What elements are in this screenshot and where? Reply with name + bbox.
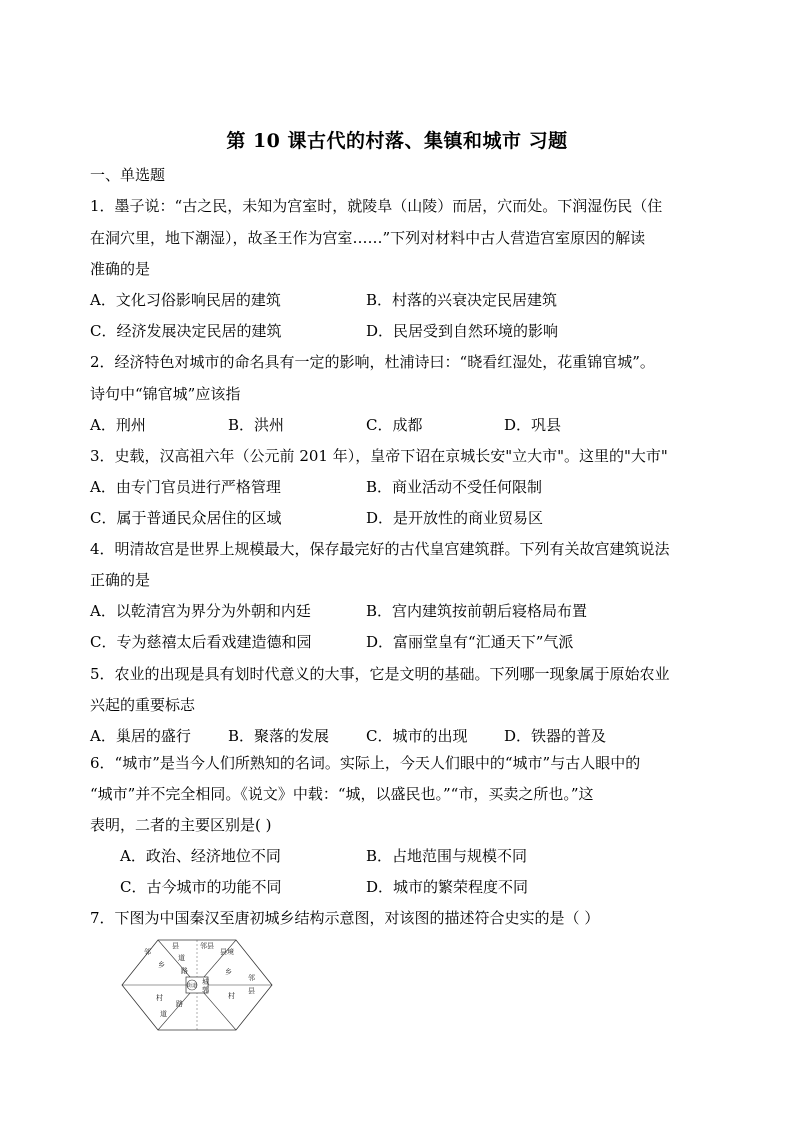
label-8: 城 <box>202 978 209 986</box>
question-2-line-2: 诗句中“锦官城”应该指 <box>90 385 241 403</box>
city-rural-structure-diagram <box>120 938 274 1032</box>
question-6-option-c: C．古今城市的功能不同 <box>120 878 282 896</box>
label-14: 街道 <box>187 983 198 989</box>
question-7-line-1: 7．下图为中国秦汉至唐初城乡结构示意图，对该图的描述符合史实的是（ ） <box>90 909 600 927</box>
label-6: 乡 <box>158 961 165 969</box>
question-2-option-b: B．洪州 <box>228 416 285 434</box>
question-6-line-3: 表明，二者的主要区别是( ) <box>90 816 272 834</box>
label-15: 村 <box>156 994 163 1002</box>
question-4-line-1: 4．明清故宫是世界上规模最大，保存最完好的古代皇宫建筑群。下列有关故宫建筑说法 <box>90 540 670 558</box>
question-4-option-d: D．富丽堂皇有“汇通天下”气派 <box>366 633 574 651</box>
label-5: 道 <box>178 954 185 962</box>
question-6-line-2: “城市”并不完全相同。《说文》中载：“城，以盛民也。”“市，买卖之所也。”这 <box>90 785 594 803</box>
question-5-option-c: C．城市的出现 <box>366 727 468 745</box>
label-17: 路 <box>176 1000 183 1008</box>
question-5-line-1: 5．农业的出现是具有划时代意义的大事，它是文明的基础。下列哪一现象属于原始农业 <box>90 665 670 683</box>
question-2-option-c: C．成都 <box>366 416 423 434</box>
label-3: 邻县 <box>200 942 214 950</box>
question-6-option-d: D．城市的繁荣程度不同 <box>366 878 529 896</box>
question-4-line-2: 正确的是 <box>90 571 151 589</box>
question-1-line-3: 准确的是 <box>90 260 151 278</box>
question-3-line-1: 3．史载，汉高祖六年（公元前 201 年），皇帝下诏在京城长安"立大市"。这里的"大市" <box>90 447 668 465</box>
label-11: 县 <box>248 987 255 995</box>
question-1-option-c: C．经济发展决定民居的建筑 <box>90 322 282 340</box>
label-1: 邻 <box>144 948 151 956</box>
label-16: 道 <box>160 1010 167 1018</box>
question-5-line-2: 兴起的重要标志 <box>90 696 196 714</box>
label-4: 县境 <box>220 948 234 956</box>
label-13: 村 <box>228 992 235 1000</box>
question-6-line-1: 6．“城市”是当今人们所熟知的名词。实际上，今天人们眼中的“城市”与古人眼中的 <box>90 754 641 772</box>
label-9: 郭 <box>202 986 209 994</box>
question-4-option-c: C．专为慈禧太后看戏建造德和园 <box>90 633 312 651</box>
label-12: 乡 <box>225 968 232 976</box>
question-1-line-1: 1．墨子说：“古之民，未知为宫室时，就陵阜（山陵）而居，穴而处。下润湿伤民（住 <box>90 197 663 215</box>
label-10: 邻 <box>248 974 255 982</box>
question-1-option-a: A．文化习俗影响民居的建筑 <box>90 291 281 309</box>
label-2: 县 <box>172 942 179 950</box>
page-title: 第 10 课古代的村落、集镇和城市 习题 <box>226 130 568 152</box>
question-5-option-b: B．聚落的发展 <box>228 727 330 745</box>
question-6-option-a: A．政治、经济地位不同 <box>120 847 281 865</box>
section-heading: 一、单选题 <box>90 166 166 184</box>
question-2-option-d: D．巩县 <box>504 416 562 434</box>
question-1-option-d: D．民居受到自然环境的影响 <box>366 322 559 340</box>
question-2-option-a: A．刑州 <box>90 416 146 434</box>
question-3-option-b: B．商业活动不受任何限制 <box>366 478 543 496</box>
question-1-line-2: 在洞穴里，地下潮湿），故圣王作为宫室……”下列对材料中古人营造宫室原因的解读 <box>90 229 646 247</box>
question-3-option-c: C．属于普通民众居住的区域 <box>90 509 282 527</box>
question-6-option-b: B．占地范围与规模不同 <box>366 847 528 865</box>
question-3-option-d: D．是开放性的商业贸易区 <box>366 509 544 527</box>
question-2-line-1: 2．经济特色对城市的命名具有一定的影响，杜浦诗曰：“晓看红湿处，花重锦官城”。 <box>90 353 655 371</box>
label-7: 路 <box>181 967 188 975</box>
question-3-option-a: A．由专门官员进行严格管理 <box>90 478 281 496</box>
question-1-option-b: B．村落的兴衰决定民居建筑 <box>366 291 558 309</box>
question-4-option-a: A．以乾清宫为界分为外朝和内廷 <box>90 602 311 620</box>
question-5-option-d: D．铁器的普及 <box>504 727 607 745</box>
question-5-option-a: A．巢居的盛行 <box>90 727 191 745</box>
question-4-option-b: B．宫内建筑按前朝后寝格局布置 <box>366 602 588 620</box>
